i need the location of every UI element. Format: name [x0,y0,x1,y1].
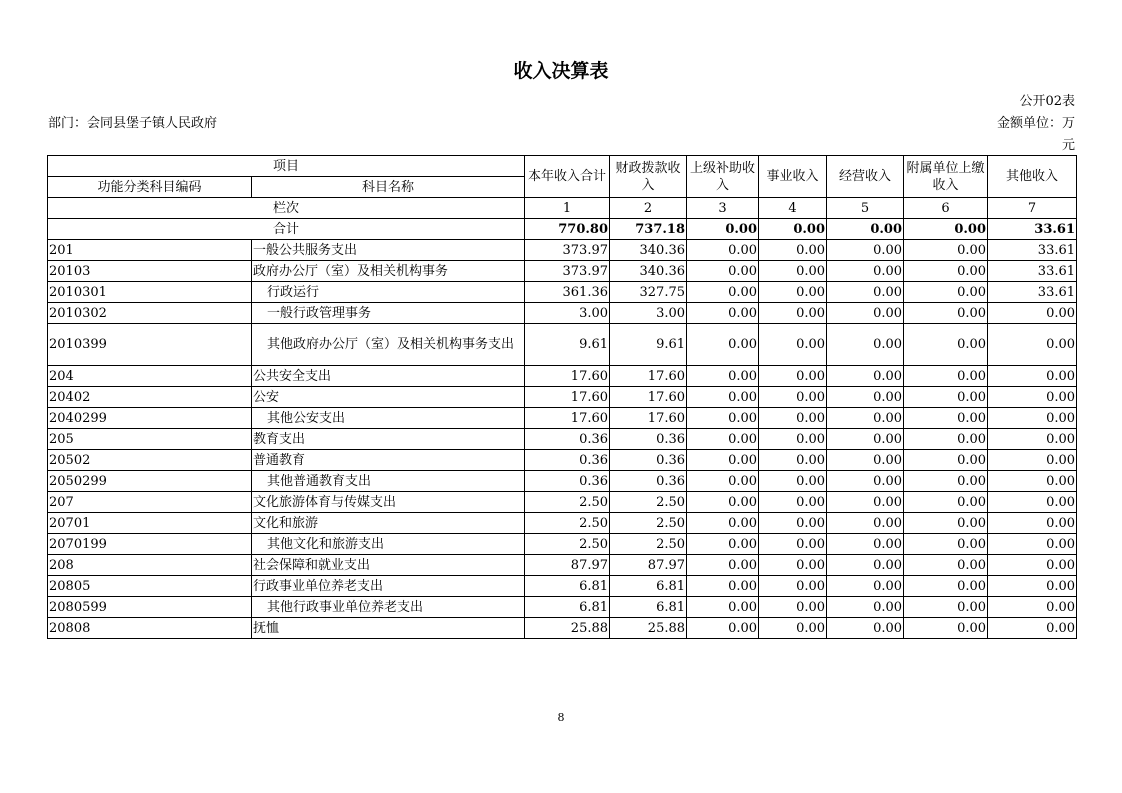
amount-cell: 361.36 [525,282,610,303]
subject-code: 201 [48,240,252,261]
table-row [48,324,1077,366]
table-row [48,555,1077,576]
subject-name: 其他公安支出 [252,408,525,429]
amount-cell: 17.60 [610,387,687,408]
amount-cell: 0.00 [988,429,1077,450]
header-item: 项目 [48,156,525,177]
table-row [48,492,1077,513]
amount-cell: 0.00 [759,282,827,303]
column-number-row [48,198,1077,219]
amount-cell: 6.81 [525,576,610,597]
subject-code: 2050299 [48,471,252,492]
amount-cell: 0.00 [904,534,988,555]
amount-cell: 0.36 [610,450,687,471]
amount-cell: 0.00 [687,618,759,639]
amount-cell: 17.60 [525,387,610,408]
col-number: 4 [759,198,827,219]
amount-cell: 0.00 [759,408,827,429]
amount-cell: 0.00 [904,387,988,408]
amount-cell: 33.61 [988,261,1077,282]
subject-name: 政府办公厅（室）及相关机构事务 [252,261,525,282]
form-number: 公开02表 [1019,94,1075,109]
amount-cell: 0.00 [904,282,988,303]
page-number: 8 [557,711,565,724]
amount-cell: 0.00 [827,450,904,471]
subject-code: 208 [48,555,252,576]
amount-cell: 0.00 [827,240,904,261]
amount-cell: 0.00 [827,261,904,282]
header-col-7: 其他收入 [988,156,1077,198]
amount-cell: 0.00 [827,597,904,618]
subject-name: 其他普通教育支出 [252,471,525,492]
col-number: 7 [988,198,1077,219]
amount-cell: 0.00 [687,471,759,492]
amount-cell: 0.00 [988,534,1077,555]
amount-cell: 6.81 [610,597,687,618]
amount-cell: 0.00 [759,471,827,492]
header-col-5: 经营收入 [827,156,904,198]
amount-cell: 3.00 [525,303,610,324]
amount-cell: 0.00 [827,387,904,408]
subject-name: 公共安全支出 [252,366,525,387]
amount-cell: 0.00 [759,513,827,534]
table-row [48,429,1077,450]
table-row [48,282,1077,303]
amount-cell: 0.00 [827,366,904,387]
amount-cell: 0.00 [904,513,988,534]
total-value: 0.00 [687,219,759,240]
amount-cell: 2.50 [525,534,610,555]
amount-cell: 0.00 [759,240,827,261]
amount-cell: 0.00 [827,471,904,492]
amount-cell: 0.00 [687,450,759,471]
amount-cell: 0.00 [988,576,1077,597]
total-value: 0.00 [904,219,988,240]
amount-cell: 327.75 [610,282,687,303]
amount-cell: 0.00 [687,597,759,618]
amount-cell: 0.00 [988,408,1077,429]
amount-cell: 0.00 [988,471,1077,492]
header-col-2: 财政拨款收入 [610,156,687,198]
amount-cell: 0.00 [759,366,827,387]
amount-cell: 0.00 [827,282,904,303]
subject-code: 20103 [48,261,252,282]
amount-cell: 0.00 [988,366,1077,387]
amount-cell: 0.00 [687,408,759,429]
col-number: 6 [904,198,988,219]
subject-code: 2010399 [48,324,252,366]
amount-cell: 340.36 [610,261,687,282]
amount-cell: 0.00 [988,618,1077,639]
table-row [48,450,1077,471]
amount-cell: 0.00 [827,408,904,429]
subject-code: 2010302 [48,303,252,324]
amount-cell: 373.97 [525,261,610,282]
amount-cell: 0.36 [525,429,610,450]
subject-name: 其他政府办公厅（室）及相关机构事务支出 [252,324,525,366]
subject-code: 20701 [48,513,252,534]
amount-cell: 0.00 [759,387,827,408]
total-value: 0.00 [759,219,827,240]
subject-code: 2080599 [48,597,252,618]
amount-cell: 2.50 [525,513,610,534]
amount-cell: 0.00 [759,450,827,471]
amount-cell: 17.60 [610,408,687,429]
amount-cell: 0.36 [525,450,610,471]
amount-cell: 0.36 [610,471,687,492]
amount-cell: 0.36 [610,429,687,450]
subject-code: 2010301 [48,282,252,303]
table-row [48,597,1077,618]
subject-code: 204 [48,366,252,387]
header-code: 功能分类科目编码 [48,177,252,198]
amount-cell: 17.60 [525,366,610,387]
total-value: 0.00 [827,219,904,240]
amount-cell: 0.00 [759,618,827,639]
amount-cell: 33.61 [988,282,1077,303]
subject-name: 其他行政事业单位养老支出 [252,597,525,618]
header-name: 科目名称 [252,177,525,198]
amount-cell: 87.97 [610,555,687,576]
amount-cell: 0.00 [687,387,759,408]
amount-cell: 33.61 [988,240,1077,261]
subject-name: 其他文化和旅游支出 [252,534,525,555]
department-label: 部门：会同县堡子镇人民政府 [48,116,218,131]
amount-cell: 0.00 [904,597,988,618]
amount-cell: 2.50 [610,492,687,513]
amount-cell: 25.88 [525,618,610,639]
subject-code: 20502 [48,450,252,471]
subject-name: 抚恤 [252,618,525,639]
table-row [48,513,1077,534]
amount-cell: 0.00 [827,324,904,366]
amount-cell: 0.00 [827,576,904,597]
amount-cell: 0.00 [988,450,1077,471]
amount-cell: 0.00 [904,303,988,324]
header-col-4: 事业收入 [759,156,827,198]
table-row [48,240,1077,261]
table-row [48,303,1077,324]
amount-cell: 0.00 [759,492,827,513]
amount-cell: 0.00 [988,303,1077,324]
amount-cell: 373.97 [525,240,610,261]
amount-cell: 2.50 [525,492,610,513]
amount-cell: 17.60 [525,408,610,429]
amount-cell: 0.00 [759,261,827,282]
col-number: 3 [687,198,759,219]
subject-name: 文化和旅游 [252,513,525,534]
amount-cell: 0.00 [904,492,988,513]
amount-cell: 6.81 [610,576,687,597]
col-number: 5 [827,198,904,219]
subject-code: 2070199 [48,534,252,555]
amount-cell: 0.00 [904,576,988,597]
subject-name: 教育支出 [252,429,525,450]
amount-cell: 0.00 [759,555,827,576]
amount-cell: 0.00 [759,324,827,366]
table-row [48,576,1077,597]
table-row [48,387,1077,408]
amount-cell: 0.00 [904,555,988,576]
amount-cell: 0.00 [687,282,759,303]
header-col-6: 附属单位上缴收入 [904,156,988,198]
amount-cell: 0.00 [904,408,988,429]
amount-cell: 0.00 [904,450,988,471]
amount-cell: 0.00 [988,513,1077,534]
subject-name: 文化旅游体育与传媒支出 [252,492,525,513]
subject-name: 社会保障和就业支出 [252,555,525,576]
total-row [48,219,1077,240]
amount-cell: 87.97 [525,555,610,576]
header-row-project [48,156,1077,177]
amount-cell: 0.00 [759,303,827,324]
amount-cell: 17.60 [610,366,687,387]
amount-cell: 0.00 [827,303,904,324]
amount-cell: 0.00 [904,366,988,387]
amount-cell: 0.00 [759,534,827,555]
subject-code: 20402 [48,387,252,408]
amount-cell: 2.50 [610,534,687,555]
amount-cell: 0.00 [988,555,1077,576]
amount-cell: 0.00 [687,366,759,387]
amount-cell: 0.00 [827,618,904,639]
amount-cell: 25.88 [610,618,687,639]
amount-cell: 0.00 [988,597,1077,618]
amount-cell: 0.00 [759,429,827,450]
table-row [48,261,1077,282]
amount-cell: 0.00 [827,534,904,555]
subject-code: 205 [48,429,252,450]
amount-cell: 9.61 [610,324,687,366]
page-title: 收入决算表 [513,60,609,82]
amount-cell: 0.00 [904,261,988,282]
amount-cell: 0.00 [904,240,988,261]
table-row [48,366,1077,387]
subject-name: 一般公共服务支出 [252,240,525,261]
total-value: 770.80 [525,219,610,240]
amount-cell: 6.81 [525,597,610,618]
table-row [48,471,1077,492]
subject-code: 20808 [48,618,252,639]
amount-cell: 0.00 [687,240,759,261]
amount-cell: 2.50 [610,513,687,534]
col-number: 2 [610,198,687,219]
table-row [48,618,1077,639]
amount-cell: 0.00 [827,513,904,534]
amount-cell: 0.00 [988,324,1077,366]
total-label: 合计 [48,219,525,240]
subject-code: 207 [48,492,252,513]
amount-cell: 0.00 [827,429,904,450]
amount-cell: 0.00 [759,597,827,618]
amount-cell: 3.00 [610,303,687,324]
subject-name: 普通教育 [252,450,525,471]
table-row [48,534,1077,555]
header-col-3: 上级补助收入 [687,156,759,198]
amount-cell: 0.00 [904,429,988,450]
subject-code: 2040299 [48,408,252,429]
lanci-label: 栏次 [48,198,525,219]
amount-cell: 0.00 [687,555,759,576]
table-row [48,408,1077,429]
amount-cell: 0.00 [687,324,759,366]
amount-cell: 0.00 [827,555,904,576]
amount-cell: 0.00 [687,261,759,282]
subject-name: 公安 [252,387,525,408]
unit-label: 金额单位：万元 [996,116,1075,153]
header-col-1: 本年收入合计 [525,156,610,198]
amount-cell: 0.00 [687,576,759,597]
amount-cell: 0.36 [525,471,610,492]
amount-cell: 0.00 [827,492,904,513]
amount-cell: 0.00 [988,492,1077,513]
amount-cell: 0.00 [687,429,759,450]
amount-cell: 0.00 [988,387,1077,408]
amount-cell: 0.00 [759,576,827,597]
amount-cell: 340.36 [610,240,687,261]
col-number: 1 [525,198,610,219]
subject-name: 行政运行 [252,282,525,303]
subject-code: 20805 [48,576,252,597]
subject-name: 一般行政管理事务 [252,303,525,324]
amount-cell: 0.00 [687,534,759,555]
subject-name: 行政事业单位养老支出 [252,576,525,597]
total-value: 737.18 [610,219,687,240]
amount-cell: 0.00 [687,513,759,534]
amount-cell: 9.61 [525,324,610,366]
amount-cell: 0.00 [904,471,988,492]
amount-cell: 0.00 [904,324,988,366]
total-value: 33.61 [988,219,1077,240]
amount-cell: 0.00 [687,303,759,324]
income-table [47,155,1077,639]
amount-cell: 0.00 [687,492,759,513]
amount-cell: 0.00 [904,618,988,639]
